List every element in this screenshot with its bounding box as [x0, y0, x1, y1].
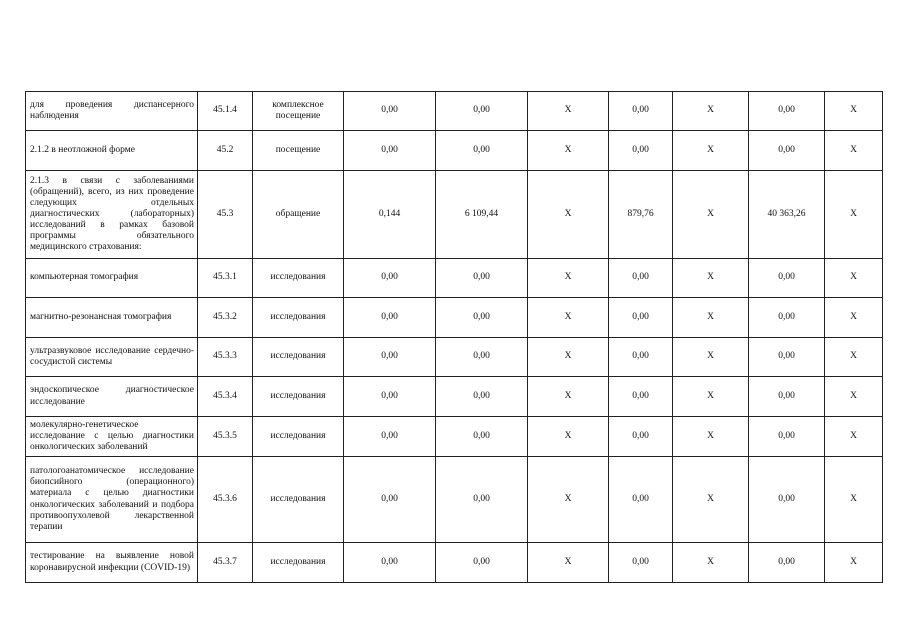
value-cell: X	[673, 298, 749, 338]
value-cell: X	[673, 377, 749, 417]
value-cell: X	[673, 543, 749, 583]
value-cell: 0,00	[436, 417, 528, 457]
row-unit-cell: обращение	[253, 171, 344, 259]
table-row	[26, 92, 883, 131]
row-code-cell: 45.3.2	[198, 298, 253, 338]
value-cell: 0,00	[436, 338, 528, 377]
table-row	[26, 377, 883, 417]
value-cell: X	[528, 377, 609, 417]
value-cell: X	[528, 543, 609, 583]
value-cell: X	[673, 338, 749, 377]
value-cell: 0,00	[609, 338, 673, 377]
row-unit-cell: исследования	[253, 259, 344, 298]
value-cell: X	[825, 338, 883, 377]
row-name-cell: компьютерная томография	[26, 259, 198, 298]
value-cell: 0,00	[436, 377, 528, 417]
value-cell: 0,00	[749, 543, 825, 583]
value-cell: 6 109,44	[436, 171, 528, 259]
value-cell: 0,00	[436, 543, 528, 583]
value-cell: X	[825, 417, 883, 457]
row-name-cell: патологоанатомическое исследование биопсийного (операционного) материала с целью диагностики онкологических заболеваний и подбора противоопухолевой лекарственной терапии	[26, 457, 198, 543]
row-code-cell: 45.3.7	[198, 543, 253, 583]
row-unit-cell: исследования	[253, 377, 344, 417]
row-unit-cell: исследования	[253, 457, 344, 543]
value-cell: 0,00	[609, 457, 673, 543]
value-cell: 0,00	[436, 457, 528, 543]
value-cell: 0,00	[436, 92, 528, 131]
value-cell: 0,00	[344, 131, 436, 171]
value-cell: 0,144	[344, 171, 436, 259]
table-row	[26, 338, 883, 377]
row-unit-cell: посещение	[253, 131, 344, 171]
row-name-cell: магнитно-резонансная томография	[26, 298, 198, 338]
row-code-cell: 45.3.1	[198, 259, 253, 298]
row-code-cell: 45.3.6	[198, 457, 253, 543]
row-name-cell: эндоскопическое диагностическое исследование	[26, 377, 198, 417]
table-row	[26, 543, 883, 583]
row-code-cell: 45.2	[198, 131, 253, 171]
value-cell: X	[673, 457, 749, 543]
value-cell: X	[825, 131, 883, 171]
row-name-cell: молекулярно-генетическое исследование с целью диагностики онкологических заболеваний	[26, 417, 198, 457]
row-unit-cell: исследования	[253, 543, 344, 583]
value-cell: 0,00	[609, 543, 673, 583]
value-cell: X	[825, 543, 883, 583]
value-cell: 0,00	[344, 298, 436, 338]
row-unit-cell: исследования	[253, 298, 344, 338]
value-cell: X	[528, 259, 609, 298]
value-cell: 0,00	[749, 377, 825, 417]
value-cell: X	[528, 298, 609, 338]
table-row	[26, 131, 883, 171]
value-cell: X	[528, 131, 609, 171]
data-table	[25, 91, 883, 583]
value-cell: X	[825, 92, 883, 131]
value-cell: X	[528, 457, 609, 543]
table-row	[26, 417, 883, 457]
value-cell: X	[528, 338, 609, 377]
value-cell: 0,00	[749, 338, 825, 377]
row-code-cell: 45.3.4	[198, 377, 253, 417]
row-name-cell: для проведения диспансерного наблюдения	[26, 92, 198, 131]
value-cell: 879,76	[609, 171, 673, 259]
value-cell: 40 363,26	[749, 171, 825, 259]
row-unit-cell: исследования	[253, 338, 344, 377]
value-cell: X	[825, 377, 883, 417]
value-cell: X	[528, 417, 609, 457]
value-cell: 0,00	[609, 377, 673, 417]
row-code-cell: 45.3	[198, 171, 253, 259]
value-cell: X	[673, 171, 749, 259]
value-cell: 0,00	[436, 259, 528, 298]
row-name-cell: ультразвуковое исследование сердечно-сосудистой системы	[26, 338, 198, 377]
table-row	[26, 259, 883, 298]
value-cell: 0,00	[749, 259, 825, 298]
value-cell: 0,00	[609, 298, 673, 338]
value-cell: X	[673, 259, 749, 298]
value-cell: 0,00	[749, 298, 825, 338]
value-cell: 0,00	[344, 259, 436, 298]
value-cell: 0,00	[749, 92, 825, 131]
value-cell: 0,00	[609, 92, 673, 131]
value-cell: 0,00	[749, 457, 825, 543]
row-code-cell: 45.1.4	[198, 92, 253, 131]
value-cell: 0,00	[344, 92, 436, 131]
value-cell: 0,00	[344, 457, 436, 543]
value-cell: 0,00	[344, 338, 436, 377]
table-row	[26, 457, 883, 543]
value-cell: 0,00	[436, 298, 528, 338]
value-cell: 0,00	[344, 377, 436, 417]
value-cell: 0,00	[344, 417, 436, 457]
value-cell: X	[528, 171, 609, 259]
table-row	[26, 298, 883, 338]
value-cell: X	[825, 259, 883, 298]
value-cell: X	[825, 171, 883, 259]
value-cell: 0,00	[609, 417, 673, 457]
value-cell: 0,00	[609, 131, 673, 171]
value-cell: X	[528, 92, 609, 131]
value-cell: X	[825, 298, 883, 338]
row-unit-cell: исследования	[253, 417, 344, 457]
value-cell: 0,00	[436, 131, 528, 171]
value-cell: 0,00	[609, 259, 673, 298]
row-name-cell: 2.1.3 в связи с заболеваниями (обращений), всего, из них проведение следующих отдельных диагностических (лабораторных) исследований в рамках базовой программы обязательного медицинского страхования:	[26, 171, 198, 259]
value-cell: 0,00	[749, 417, 825, 457]
value-cell: 0,00	[749, 131, 825, 171]
table-row	[26, 171, 883, 259]
row-code-cell: 45.3.3	[198, 338, 253, 377]
value-cell: X	[673, 92, 749, 131]
value-cell: X	[673, 417, 749, 457]
value-cell: 0,00	[344, 543, 436, 583]
value-cell: X	[673, 131, 749, 171]
value-cell: X	[825, 457, 883, 543]
row-code-cell: 45.3.5	[198, 417, 253, 457]
row-name-cell: 2.1.2 в неотложной форме	[26, 131, 198, 171]
row-name-cell: тестирование на выявление новой коронавирусной инфекции (COVID-19)	[26, 543, 198, 583]
row-unit-cell: комплексное посещение	[253, 92, 344, 131]
